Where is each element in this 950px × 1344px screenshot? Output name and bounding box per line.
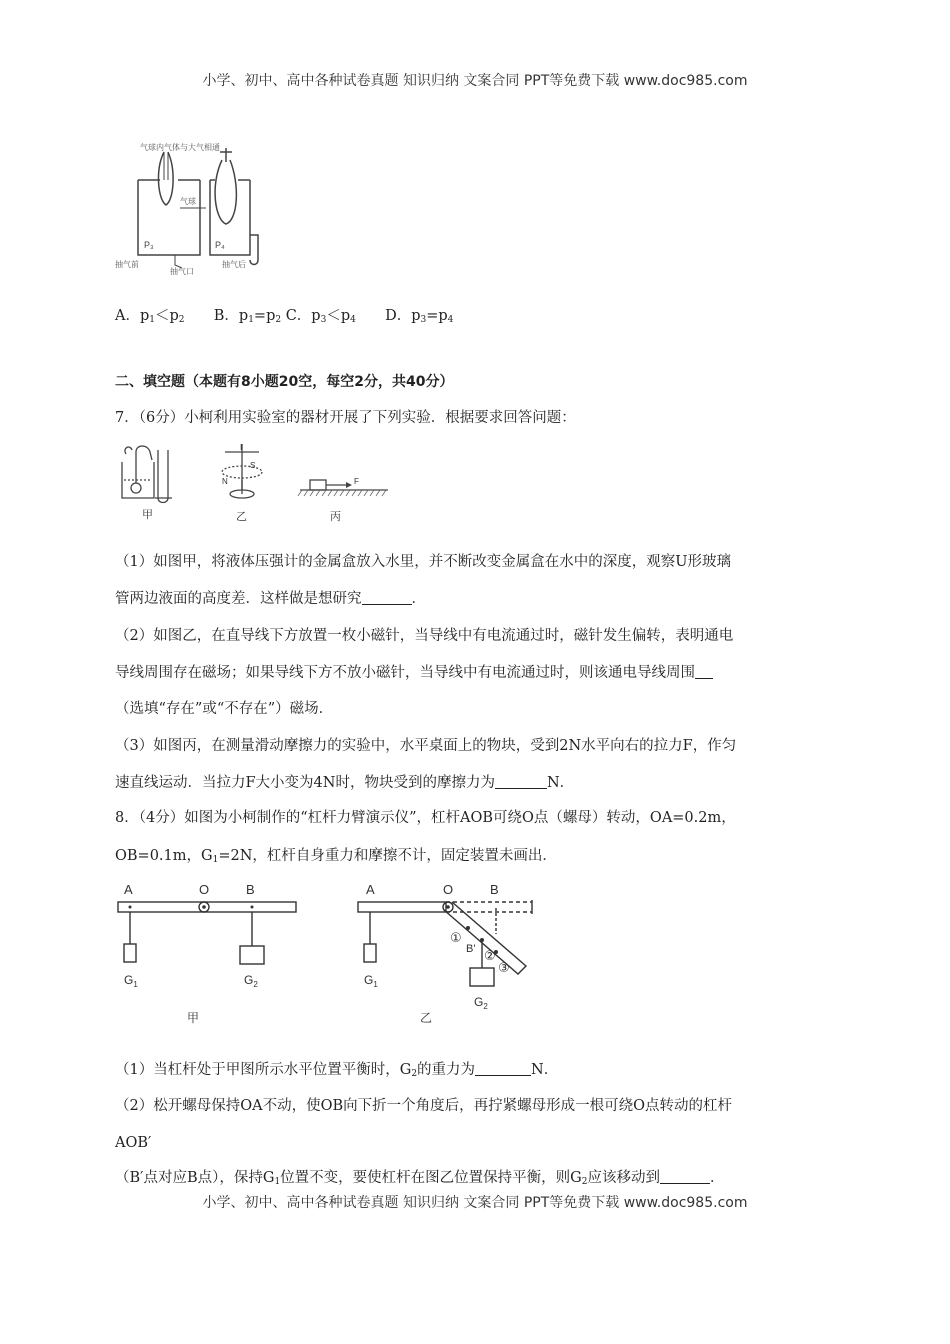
fig-yi-label: 乙 <box>420 1011 433 1025</box>
q7-part2-line3: （选填“存在”或“不存在”）磁场． <box>115 701 334 717</box>
q7-part2-line1: （2）如图乙，在直导线下方放置一枚小磁针，当导线中有电流通过时，磁针发生偏转，表明通电 <box>115 628 734 644</box>
q8-stem-line1: 8．（4分）如图为小柯制作的“杠杆力臂演示仪”，杠杆AOB可绕O点（螺母）转动，OA=0.2m， <box>115 810 736 826</box>
option-c[interactable]: C．$p_3<p_4$ <box>285 308 356 325</box>
answer-blank[interactable] <box>660 1169 710 1184</box>
fig-south-label: S <box>250 461 256 470</box>
fig-force-label: F <box>354 477 359 486</box>
label-G2-b: $G_2$ <box>474 995 488 1011</box>
q8-stem-line2: OB=0.1m，$G_1=2N$，杠杆自身重力和摩擦不计，固定装置未画出． <box>115 848 557 865</box>
answer-blank[interactable] <box>495 774 547 789</box>
lever-figures <box>112 872 552 1032</box>
label-A2: A <box>366 882 375 897</box>
q6-options <box>115 306 453 330</box>
position-2: ② <box>484 948 496 963</box>
option-a[interactable]: A．$p_1<p_2$ <box>115 308 185 325</box>
q7-stem: 7．（6分）小柯利用实验室的器材开展了下列实验．根据要求回答问题： <box>115 410 576 426</box>
balloon-label: 气球 <box>180 197 196 206</box>
q7-part1-line1: （1）如图甲，将液体压强计的金属盒放入水里，并不断改变金属盒在水中的深度，观察U形玻璃 <box>115 554 731 570</box>
p4-label: P₄ <box>215 240 225 250</box>
page-header: 小学、初中、高中各种试卷真题 知识归纳 文案合同 PPT等免费下载 www.doc985.com <box>202 73 748 89</box>
option-b[interactable]: B．$p_1=p_2$ <box>213 308 282 325</box>
p3-label: P₃ <box>144 240 154 250</box>
before-label: 抽气前 <box>115 260 139 269</box>
label-O: O <box>199 882 210 897</box>
position-1: ① <box>450 930 462 945</box>
fig-north-label: N <box>222 477 228 486</box>
q8-part2-line2: AOB′ <box>115 1135 152 1151</box>
q7-part1-line2: 管两边液面的高度差．这样做是想研究 ． <box>115 591 426 607</box>
after-label: 抽气后 <box>222 260 246 269</box>
port-label: 抽气口 <box>170 267 194 275</box>
page-footer: 小学、初中、高中各种试卷真题 知识归纳 文案合同 PPT等免费下载 www.doc985.com <box>202 1195 748 1211</box>
position-3: ③ <box>498 960 510 975</box>
answer-blank[interactable] <box>362 590 412 605</box>
label-G2: $G_2$ <box>244 973 258 989</box>
fig-current-label: I <box>240 443 243 452</box>
fig-jia-label: 甲 <box>187 1011 200 1025</box>
q7-part3-line1: （3）如图丙，在测量滑动摩擦力的实验中，水平桌面上的物块，受到2N水平向右的拉力F，作匀 <box>115 738 737 754</box>
answer-blank[interactable] <box>475 1061 531 1076</box>
label-G1-b: $G_1$ <box>364 973 378 989</box>
q7-part2-line2: 导线周围存在磁场；如果导线下方不放小磁针，当导线中有电流通过时，则该通电导线周围 <box>115 663 713 683</box>
fig-jia-label: 甲 <box>142 509 153 521</box>
q7-figures <box>112 440 392 525</box>
q8-part2-line1: （2）松开螺母保持OA不动，使OB向下折一个角度后，再拧紧螺母形成一根可绕O点转动的杠杆 <box>115 1098 733 1114</box>
section-title: 二、填空题（本题有8小题20空，每空2分，共40分） <box>115 374 454 390</box>
label-B: B <box>246 882 255 897</box>
label-G1: $G_1$ <box>124 973 138 989</box>
fig-yi-label: 乙 <box>236 511 247 523</box>
label-B2: B <box>490 882 499 897</box>
option-d[interactable]: D．$p_3=p_4$ <box>385 308 454 325</box>
label-A: A <box>124 882 133 897</box>
q7-part3-line2: 速直线运动．当拉力F大小变为4N时，物块受到的摩擦力为 N． <box>115 775 575 791</box>
label-O2: O <box>443 882 454 897</box>
q8-part2-line3: （B′点对应B点），保持$G_1$位置不变，要使杠杆在图乙位置保持平衡，则$G_2$应该移动到 ． <box>115 1170 725 1187</box>
balloon-apparatus-figure <box>110 140 270 275</box>
fig-bing-label: 丙 <box>330 511 341 523</box>
q8-part1: （1）当杠杆处于甲图所示水平位置平衡时，$G_2$的重力为 N． <box>115 1062 559 1079</box>
top-label: 气球内气体与大气相通 <box>140 143 220 152</box>
answer-blank[interactable] <box>695 664 713 679</box>
label-Bprime: B' <box>466 943 476 955</box>
